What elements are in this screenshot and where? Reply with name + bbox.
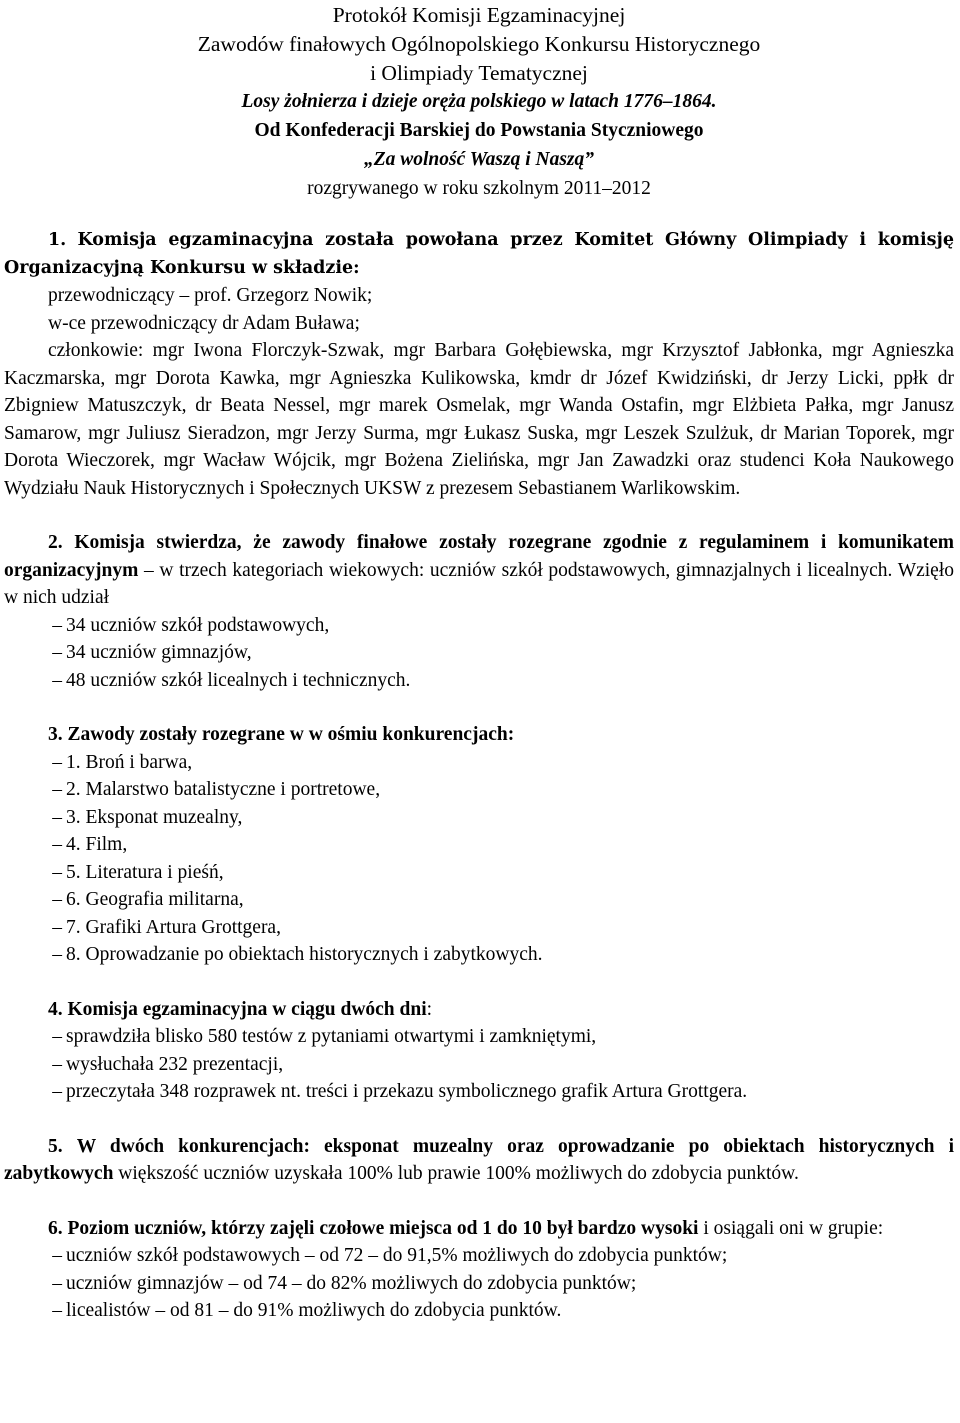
list-item: – uczniów szkół podstawowych – od 72 – do 91,5% możliwych do zdobycia punktów; [52, 1245, 728, 1267]
header-topic-2: Od Konfederacji Barskiej do Powstania Styczniowego [254, 120, 704, 142]
section-2-statement: Komisja stwierdza, że zawody finałowe zostały rozegrane zgodnie z regulaminem i komunikatem organizacyjnym [4, 532, 954, 581]
section-5 [4, 1133, 954, 1188]
header-subtitle: Zawodów finałowych Ogólnopolskiego Konkursu Historycznego [197, 31, 761, 56]
list-item: – 6. Geografia militarna, [52, 889, 244, 911]
header-topic: Losy żołnierza i dzieje oręża polskiego w latach 1776–1864. [241, 91, 717, 113]
list-item: – licealistów – od 81 – do 91% możliwych do zdobycia punktów. [52, 1300, 562, 1322]
section-6-list [4, 1242, 954, 1325]
section-5-statement: W dwóch konkurencjach: eksponat muzealny oraz oprowadzanie po obiektach historycznych i zabytkowych [4, 1135, 954, 1185]
section-2-text: – w trzech kategoriach wiekowych: uczniów szkół podstawowych, gimnazjalnych i licealnych. Wzięło w nich udział [4, 559, 954, 609]
section-3-number: 3. [48, 724, 63, 746]
section-4-list [4, 1023, 954, 1106]
section-6-number: 6. [48, 1217, 63, 1239]
section-6-text: i osiągali oni w grupie: [698, 1217, 884, 1239]
list-item: – 1. Broń i barwa, [52, 751, 193, 773]
section-3-heading [4, 721, 954, 749]
list-item: – sprawdziła blisko 580 testów z pytaniami otwartymi i zamkniętymi, [52, 1026, 597, 1048]
section-2-list [4, 612, 954, 695]
section-4-colon: : [426, 998, 433, 1020]
section-4-title: Komisja egzaminacyjna w ciągu dwóch dni [67, 998, 427, 1020]
section-1 [4, 227, 954, 502]
list-item: – 48 uczniów szkół licealnych i technicznych. [52, 669, 411, 691]
section-1-vice: w-ce przewodniczący dr Adam Buława; [48, 312, 360, 334]
section-3-title: Zawody zostały rozegrane w w ośmiu konkurencjach: [67, 724, 515, 746]
header-subtitle-2: i Olimpiady Tematycznej [370, 60, 588, 85]
section-4 [4, 996, 954, 1106]
list-item: – wysłuchała 232 prezentacji, [52, 1053, 284, 1075]
section-5-text: większość uczniów uzyskała 100% lub prawie 100% możliwych do zdobycia punktów. [113, 1163, 799, 1185]
list-item: – 3. Eksponat muzealny, [52, 806, 243, 828]
list-item: – uczniów gimnazjów – od 74 – do 82% możliwych do zdobycia punktów; [52, 1272, 637, 1294]
section-5-number: 5. [48, 1135, 63, 1157]
header-title: Protokół Komisji Egzaminacyjnej [332, 3, 626, 27]
section-1-title: Komisja egzaminacyjna została powołana przez Komitet Główny Olimpiady i komisję Organizacyjną Konkursu w składzie: [4, 230, 954, 278]
list-item: – 4. Film, [52, 834, 128, 856]
section-5-paragraph [4, 1133, 954, 1188]
section-4-heading [4, 996, 954, 1024]
section-6-paragraph [4, 1215, 954, 1243]
section-1-chair: przewodniczący – prof. Grzegorz Nowik; [48, 285, 373, 307]
section-4-number: 4. [48, 998, 63, 1020]
section-3-list [4, 749, 954, 969]
section-2-paragraph [4, 529, 954, 612]
section-1-number: 1. [48, 230, 67, 251]
list-item: – przeczytała 348 rozprawek nt. treści i przekazu symbolicznego grafik Artura Grottgera. [52, 1081, 748, 1103]
section-3 [4, 721, 954, 969]
header-school-year: rozgrywanego w roku szkolnym 2011–2012 [307, 178, 651, 200]
section-2 [4, 529, 954, 694]
section-1-members: członkowie: mgr Iwona Florczyk-Szwak, mgr Barbara Gołębiewska, mgr Krzysztof Jabłonka, mgr Agnieszka Kaczmarska, mgr Dorota Kawka, mgr Agnieszka Kulikowska, kmdr dr Józef Kwidziński, dr Jerzy Licki, ppłk dr Zbigniew Matuszczyk, dr Beata Nessel, mgr marek Osmelak, mgr Wanda Ostafin, mgr Elżbieta Pałka, mgr Janusz Samarow, mgr Juliusz Sieradzon, mgr Jerzy Surma, mgr Łukasz Suska, mgr Leszek Szulżuk, dr Marian Toporek, mgr Dorota Wieczorek, mgr Wacław Wójcik, mgr Bożena Zielińska, mgr Jan Zawadzki oraz studenci Koła Naukowego Wydziału Nauk Historycznych i Społecznych UKSW z prezesem Sebastianem Warlikowskim. [4, 340, 954, 499]
section-1-heading [4, 227, 954, 282]
list-item: – 2. Malarstwo batalistyczne i portretowe, [52, 779, 381, 801]
header-motto: „Za wolność Waszą i Naszą” [363, 149, 595, 171]
list-item: – 8. Oprowadzanie po obiektach historycznych i zabytkowych. [52, 944, 543, 966]
list-item: – 34 uczniów gimnazjów, [52, 642, 252, 664]
list-item: – 34 uczniów szkół podstawowych, [52, 614, 330, 636]
list-item: – 7. Grafiki Artura Grottgera, [52, 916, 281, 938]
section-2-number: 2. [48, 532, 63, 554]
list-item: – 5. Literatura i pieśń, [52, 861, 224, 883]
section-6-statement: Poziom uczniów, którzy zajęli czołowe miejsca od 1 do 10 był bardzo wysoki [67, 1217, 699, 1239]
document-header [4, 0, 954, 203]
section-6 [4, 1215, 954, 1325]
